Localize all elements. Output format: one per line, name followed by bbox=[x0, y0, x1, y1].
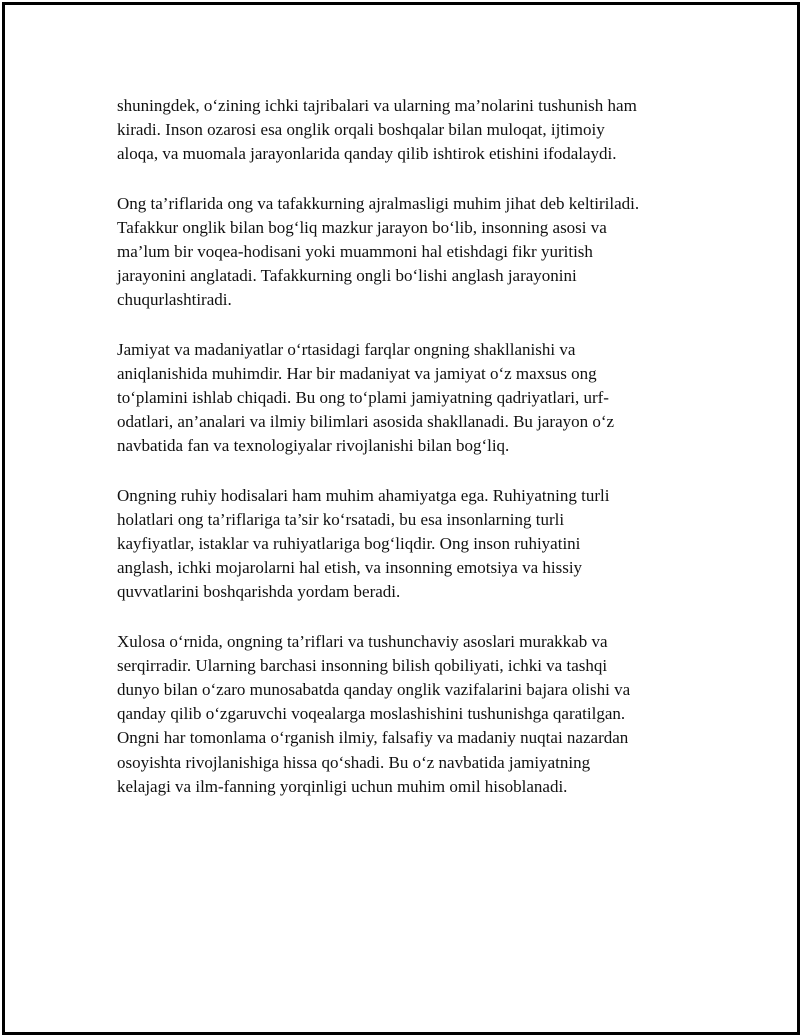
paragraph-2 bbox=[117, 192, 697, 313]
text-line: navbatida fan va texnologiyalar rivojlanishi bilan bog‘liq. bbox=[117, 436, 510, 456]
text-line: Jamiyat va madaniyatlar o‘rtasidagi farqlar ongning shakllanishi va bbox=[117, 339, 576, 359]
text-line: aniqlanishida muhimdir. Har bir madaniyat va jamiyat o‘z maxsus ong bbox=[117, 363, 597, 383]
text-line: aloqa, va muomala jarayonlarida qanday qilib ishtirok etishini ifodalaydi. bbox=[117, 144, 617, 164]
text-line: jarayonini anglatadi. Tafakkurning ongli bo‘lishi anglash jarayonini bbox=[117, 266, 577, 286]
text-line: quvvatlarini boshqarishda yordam beradi. bbox=[117, 582, 401, 602]
text-line: shuningdek, o‘zining ichki tajribalari va ularning ma’nolarini tushunish ham bbox=[117, 96, 637, 115]
text-line: Tafakkur onglik bilan bog‘liq mazkur jarayon bo‘lib, insonning asosi va bbox=[117, 217, 607, 237]
paragraph-4 bbox=[117, 484, 697, 605]
text-line: Xulosa o‘rnida, ongning ta’riflari va tushunchaviy asoslari murakkab va bbox=[117, 631, 608, 651]
text-line: Ongning ruhiy hodisalari ham muhim ahamiyatga ega. Ruhiyatning turli bbox=[117, 485, 610, 505]
text-line: ma’lum bir voqea-hodisani yoki muammoni hal etishdagi fikr yuritish bbox=[117, 242, 593, 262]
text-line: kelajagi va ilm-fanning yorqinligi uchun muhim omil hisoblanadi. bbox=[117, 776, 568, 796]
text-line: Ong ta’riflarida ong va tafakkurning ajralmasligi muhim jihat deb keltiriladi. bbox=[117, 193, 640, 213]
text-line: chuqurlashtiradi. bbox=[117, 290, 232, 310]
text-line: osoyishta rivojlanishiga hissa qo‘shadi. Bu o‘z navbatida jamiyatning bbox=[117, 752, 591, 772]
paragraph-5 bbox=[117, 630, 697, 799]
text-line: to‘plamini ishlab chiqadi. Bu ong to‘plami jamiyatning qadriyatlari, urf- bbox=[117, 388, 609, 408]
text-line: odatlari, an’analari va ilmiy bilimlari asosida shakllanadi. Bu jarayon o‘z bbox=[117, 412, 615, 432]
text-line: serqirradir. Ularning barchasi insonning bilish qobiliyati, ichki va tashqi bbox=[117, 655, 608, 675]
text-line: anglash, ichki mojarolarni hal etish, va insonning emotsiya va hissiy bbox=[117, 558, 583, 578]
paragraph-3 bbox=[117, 338, 697, 459]
document-body bbox=[117, 94, 697, 824]
text-line: holatlari ong ta’riflariga ta’sir ko‘rsatadi, bu esa insonlarning turli bbox=[117, 509, 565, 529]
text-line: qanday qilib o‘zgaruvchi voqealarga moslashishini tushunishga qaratilgan. bbox=[117, 704, 626, 724]
text-line: Ongni har tomonlama o‘rganish ilmiy, falsafiy va madaniy nuqtai nazardan bbox=[117, 728, 629, 748]
text-line: kayfiyatlar, istaklar va ruhiyatlariga bog‘liqdir. Ong inson ruhiyatini bbox=[117, 534, 581, 554]
text-line: kiradi. Inson ozarosi esa onglik orqali boshqalar bilan muloqat, ijtimoiy bbox=[117, 120, 605, 140]
text-line: dunyo bilan o‘zaro munosabatda qanday onglik vazifalarini bajara olishi va bbox=[117, 680, 631, 700]
paragraph-1 bbox=[117, 94, 697, 167]
